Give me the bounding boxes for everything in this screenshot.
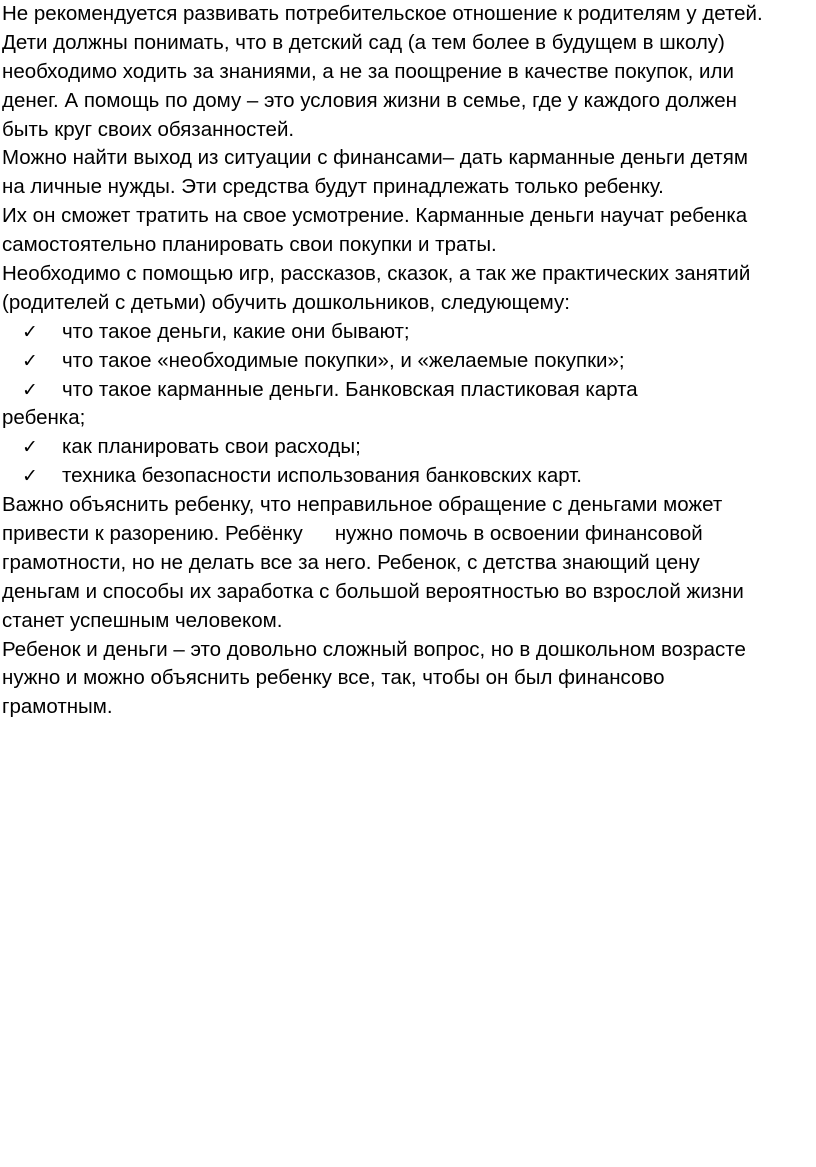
list-item	[2, 347, 816, 376]
list-item	[2, 318, 816, 347]
text-line: (родителей с детьми) обучить дошкольников, следующему:	[2, 290, 570, 314]
text-line: Можно найти выход из ситуации с финансами– дать карманные деньги детям	[2, 146, 748, 170]
text-line: Не рекомендуется развивать потребительское отношение к родителям у детей.	[2, 2, 763, 25]
text-line: грамотности, но не делать все за него. Ребенок, с детства знающий цену	[2, 550, 700, 574]
text-line: необходимо ходить за знаниями, а не за поощрение в качестве покупок, или	[2, 59, 734, 83]
list-item-text: что такое карманные деньги. Банковская пластиковая карта	[62, 377, 638, 401]
check-mark-icon: ✓	[22, 320, 38, 343]
list-item	[2, 462, 816, 491]
list-item-continuation: ребенка;	[2, 406, 86, 430]
list-item-text: как планировать свои расходы;	[62, 435, 361, 459]
text-line: самостоятельно планировать свои покупки и траты.	[2, 233, 497, 257]
list-item-text: что такое «необходимые покупки», и «желаемые покупки»;	[62, 348, 625, 372]
list-item	[2, 433, 816, 462]
text-line	[2, 520, 816, 549]
text-line: денег. А помощь по дому – это условия жизни в семье, где у каждого должен	[2, 88, 737, 112]
list-item-text: техника безопасности использования банковских карт.	[62, 464, 582, 488]
text-line: Необходимо с помощью игр, рассказов, сказок, а так же практических занятий	[2, 262, 751, 286]
text-line: нужно и можно объяснить ребенку все, так, чтобы он был финансово	[2, 666, 665, 690]
text-line: Важно объяснить ребенку, что неправильное обращение с деньгами может	[2, 493, 723, 517]
text-segment: привести к разорению. Ребёнку	[2, 522, 303, 546]
text-segment: нужно помочь в освоении финансовой	[334, 522, 703, 546]
text-line: грамотным.	[2, 695, 113, 719]
list-item	[2, 376, 816, 405]
text-line: Ребенок и деньги – это довольно сложный вопрос, но в дошкольном возрасте	[2, 637, 746, 661]
check-mark-icon: ✓	[22, 378, 38, 401]
document-body	[2, 0, 816, 722]
text-line: деньгам и способы их заработка с большой вероятностью во взрослой жизни	[2, 579, 744, 603]
text-line: быть круг своих обязанностей.	[2, 117, 295, 141]
text-line: Дети должны понимать, что в детский сад (а тем более в будущем в школу)	[2, 30, 725, 54]
list-item-text: что такое деньги, какие они бывают;	[62, 319, 410, 343]
text-line: Их он сможет тратить на свое усмотрение. Карманные деньги научат ребенка	[2, 204, 748, 228]
check-mark-icon: ✓	[22, 465, 38, 488]
text-line: станет успешным человеком.	[2, 608, 283, 632]
check-mark-icon: ✓	[22, 436, 38, 459]
text-line: на личные нужды. Эти средства будут принадлежать только ребенку.	[2, 175, 664, 199]
check-mark-icon: ✓	[22, 349, 38, 372]
